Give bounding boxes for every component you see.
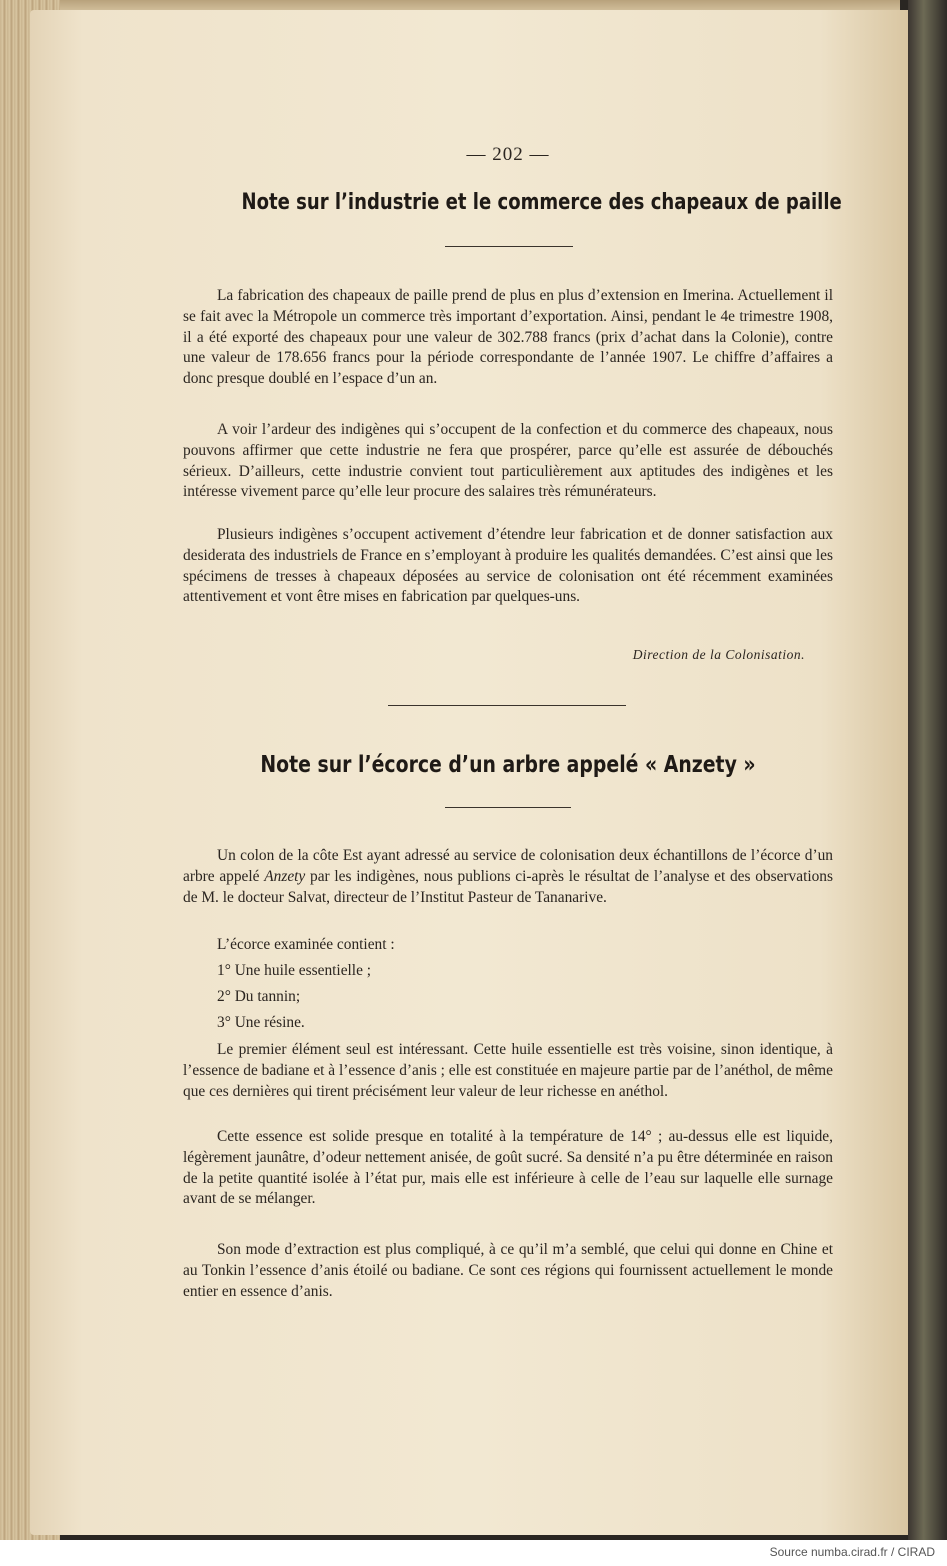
intro-text: par les indigènes, nous publions ci-après le résultat de l’analyse et des observations de M. le docteur Salvat, directeur de l’Institut Pasteur de Tananarive. (183, 867, 833, 906)
tree-name: Anzety (264, 867, 306, 885)
article2-paragraph: Cette essence est solide presque en totalité à la température de 14° ; au-dessus elle est liquide, légèrement jaunâtre, d’odeur nettement anisée, de goût sucré. Sa densité n’a pu être déterminée en raison de la petite quantité isolée à l’état pur, mais elle est inférieure à celle de l’eau sur laquelle elle surnage avant de se mélanger. (183, 1128, 833, 1208)
section-divider (388, 705, 626, 706)
title-divider (445, 807, 571, 808)
source-credit: Source numba.cirad.fr / CIRAD (769, 1545, 935, 1559)
list-item: 3° Une résine. (217, 1014, 305, 1031)
page-number: — 202 — (466, 144, 550, 165)
article1-signature: Direction de la Colonisation. (632, 647, 805, 662)
article1-paragraph: A voir l’ardeur des indigènes qui s’occupent de la confection et du commerce des chapeaux, nous pouvons affirmer que cette industrie ne fera que prospérer, parce qu’elle est assurée de débouchés sérieux. D’ailleurs, cette industrie convient tout particulièrement aux aptitudes des indigènes et les intéresse vivement parce qu’elle leur procure des salaires très rémunérateurs. (183, 421, 833, 501)
article1-paragraph: La fabrication des chapeaux de paille prend de plus en plus d’extension en Imerina. Actuellement il se fait avec la Métropole un commerce très important d’exportation. Ainsi, pendant le 4e trimestre 1908, il a été exporté des chapeaux pour une valeur de 302.788 francs (prix d’achat dans la Colonie), contre une valeur de 178.656 francs pour la période correspondante de l’année 1907. Le chiffre d’affaires a donc presque doublé en l’espace d’un an. (183, 287, 833, 388)
intro-text: Un colon de la côte Est ayant adressé au service de colonisation deux échantillons de l’écorce d’un arbre appelé (183, 847, 833, 885)
book-binding-strip (908, 0, 947, 1540)
list-item: 1° Une huile essentielle ; (217, 962, 372, 979)
article2-intro (183, 846, 833, 908)
article2-title: Note sur l’écorce d’un arbre appelé « Anzety » (260, 752, 756, 778)
article1-title: Note sur l’industrie et le commerce des chapeaux de paille (241, 190, 842, 215)
article1-paragraph: Plusieurs indigènes s’occupent activement d’étendre leur fabrication et de donner satisfaction aux desiderata des industriels de France en s’employant à produire les qualités demandées. C’est ainsi que les spécimens de tresses à chapeaux déposées au service de colonisation ont été récemment examinées attentivement et vont être mises en fabrication par quelques-uns. (183, 526, 833, 606)
list-intro: L’écorce examinée contient : (217, 936, 395, 953)
title-divider (445, 246, 573, 247)
list-item: 2° Du tannin; (217, 988, 301, 1005)
article2-paragraph: Le premier élément seul est intéressant. Cette huile essentielle est très voisine, sinon identique, à l’essence de badiane et à l’essence d’anis ; elle est constituée en majeure partie par de l’anéthol, de même que ces dernières qui tirent précisément leur valeur de leur richesse en anéthol. (183, 1041, 833, 1100)
article2-paragraph: Son mode d’extraction est plus compliqué, à ce qu’il m’a semblé, que celui qui donne en Chine et au Tonkin l’essence d’anis étoilé ou badiane. Ce sont ces régions qui fournissent actuellement le monde entier en essence d’anis. (183, 1241, 833, 1300)
